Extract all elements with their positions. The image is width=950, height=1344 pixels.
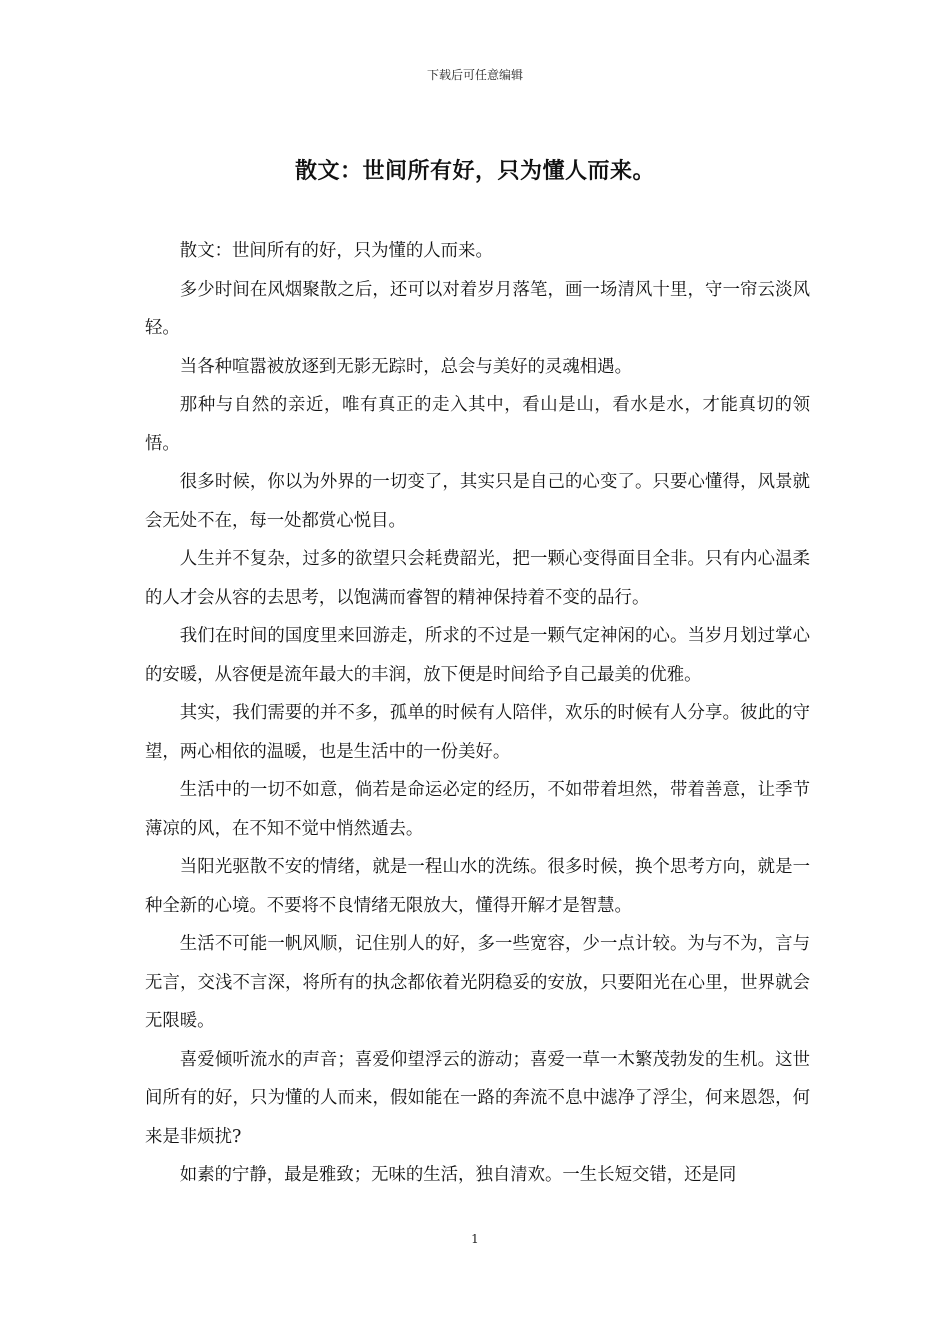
page-number: 1: [471, 1232, 479, 1246]
paragraph: 散文：世间所有的好，只为懂的人而来。: [179, 241, 493, 261]
paragraph: 多少时间在风烟聚散之后，还可以对着岁月落笔，画一场清风十里，守一帘云淡风轻。: [145, 279, 810, 338]
paragraph: 那种与自然的亲近，唯有真正的走入其中，看山是山，看水是水，才能真切的领悟。: [145, 395, 810, 454]
paragraph: 人生并不复杂，过多的欲望只会耗费韶光，把一颗心变得面目全非。只有内心温柔的人才会从容的去思考，以饱满而睿智的精神保持着不变的品行。: [145, 549, 810, 608]
document-body: [145, 232, 810, 1195]
paragraph: 如素的宁静，最是雅致；无味的生活，独自清欢。一生长短交错，还是同: [179, 1165, 737, 1185]
paragraph: 当阳光驱散不安的情绪，就是一程山水的洗练。很多时候，换个思考方向，就是一种全新的心境。不要将不良情绪无限放大，懂得开解才是智慧。: [145, 857, 810, 916]
page-header: 下载后可任意编辑: [426, 68, 523, 82]
document-title: 散文：世间所有好，只为懂人而来。: [294, 158, 655, 184]
paragraph: 很多时候，你以为外界的一切变了，其实只是自己的心变了。只要心懂得，风景就会无处不在，每一处都赏心悦目。: [145, 472, 810, 531]
paragraph: 生活不可能一帆风顺，记住别人的好，多一些宽容，少一点计较。为与不为，言与无言，交浅不言深，将所有的执念都依着光阴稳妥的安放，只要阳光在心里，世界就会无限暖。: [145, 934, 810, 1031]
paragraph: 喜爱倾听流水的声音；喜爱仰望浮云的游动；喜爱一草一木繁茂勃发的生机。这世间所有的好，只为懂的人而来，假如能在一路的奔流不息中滤净了浮尘，何来恩怨，何来是非烦扰?: [145, 1049, 810, 1147]
paragraph: 我们在时间的国度里来回游走，所求的不过是一颗气定神闲的心。当岁月划过掌心的安暖，从容便是流年最大的丰润，放下便是时间给予自己最美的优雅。: [145, 626, 810, 685]
paragraph: 当各种喧嚣被放逐到无影无踪时，总会与美好的灵魂相遇。: [179, 356, 632, 377]
paragraph: 生活中的一切不如意，倘若是命运必定的经历，不如带着坦然，带着善意，让季节薄凉的风，在不知不觉中悄然遁去。: [145, 780, 810, 839]
paragraph: 其实，我们需要的并不多，孤单的时候有人陪伴，欢乐的时候有人分享。彼此的守望，两心相依的温暖，也是生活中的一份美好。: [145, 703, 810, 762]
